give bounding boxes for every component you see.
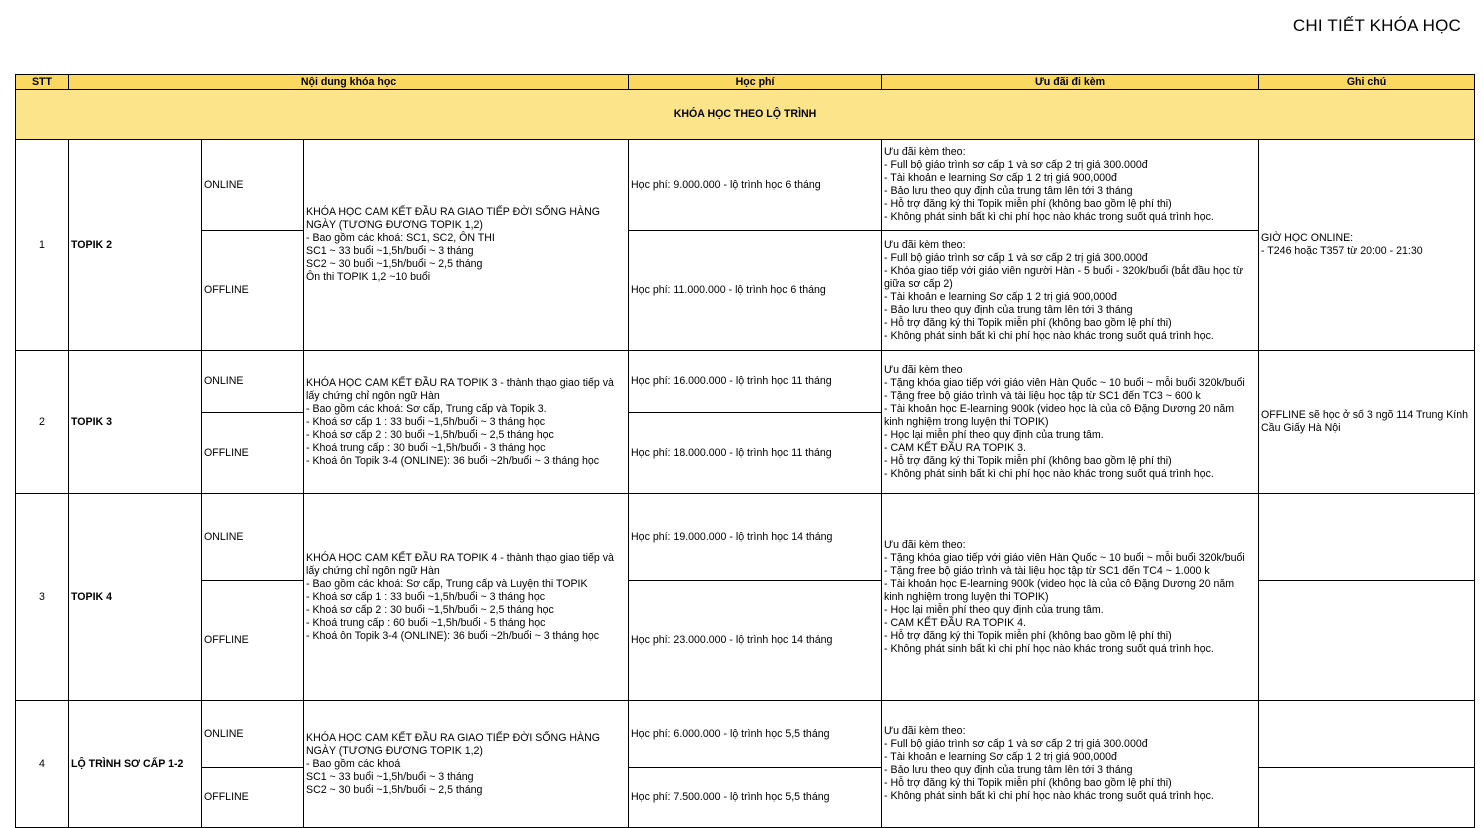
course-note-empty (1259, 768, 1475, 828)
course-name: TOPIK 3 (69, 351, 202, 494)
course-fee-online: Học phí: 6.000.000 - lộ trình học 5,5 tháng (629, 701, 882, 768)
table-row (16, 140, 1475, 231)
page-title: CHI TIẾT KHÓA HỌC (1292, 16, 1461, 35)
header-content: Nội dung khóa học (69, 75, 629, 90)
course-note-empty (1259, 581, 1475, 701)
course-name: LỘ TRÌNH SƠ CẤP 1-2 (69, 701, 202, 828)
table-row (16, 351, 1475, 413)
course-offers-online: Ưu đãi kèm theo: - Full bộ giáo trình sơ cấp 1 và sơ cấp 2 trị giá 300.000đ - Tài khoản e learning Sơ cấp 1 2 trị giá 900,000đ - Bảo lưu theo quy định của trung tâm lên tới 3 tháng - Hỗ trợ đăng ký thi Topik miễn phí (không bao gồm lệ phí thi) - Không phát sinh bất kì chi phí học nào khác trong suốt quá trình học. (882, 140, 1259, 231)
table-row (16, 231, 1475, 351)
course-note-empty (1259, 494, 1475, 581)
course-mode-online: ONLINE (202, 140, 304, 231)
course-stt: 2 (16, 351, 69, 494)
section-title: KHÓA HỌC THEO LỘ TRÌNH (16, 90, 1475, 140)
course-note: GIỜ HỌC ONLINE: - T246 hoặc T357 từ 20:00 - 21:30 (1259, 140, 1475, 351)
header-row (16, 75, 1475, 90)
course-mode-offline: OFFLINE (202, 768, 304, 828)
course-note: OFFLINE sẽ học ở số 3 ngõ 114 Trung Kính Cầu Giấy Hà Nội (1259, 351, 1475, 494)
course-mode-online: ONLINE (202, 701, 304, 768)
course-fee-offline: Học phí: 11.000.000 - lộ trình học 6 tháng (629, 231, 882, 351)
course-fee-offline: Học phí: 7.500.000 - lộ trình học 5,5 tháng (629, 768, 882, 828)
course-mode-offline: OFFLINE (202, 413, 304, 494)
header-offers: Ưu đãi đi kèm (882, 75, 1259, 90)
course-mode-online: ONLINE (202, 351, 304, 413)
course-mode-offline: OFFLINE (202, 231, 304, 351)
course-offers: Ưu đãi kèm theo - Tặng khóa giao tiếp với giáo viên Hàn Quốc ~ 10 buổi ~ mỗi buổi 320k/buổi - Tặng free bộ giáo trình và tài liệu học tập từ SC1 đến TC3 ~ 600 k - Tài khoản học E-learning 900k (video học là của cô Đặng Dương 20 năm kinh nghiệm trong luyện thi TOPIK) - Học lại miễn phí theo quy định của trung tâm. - CAM KẾT ĐẦU RA TOPIK 3. - Hỗ trợ đăng ký thi Topik miễn phí (không bao gồm lệ phí thi) - Không phát sinh bất kì chi phí học nào khác trong suốt quá trình học. (882, 351, 1259, 494)
course-description: KHÓA HỌC CAM KẾT ĐẦU RA GIAO TIẾP ĐỜI SỐNG HÀNG NGÀY (TƯƠNG ĐƯƠNG TOPIK 1,2) - Bao gồm các khoá: SC1, SC2, ÔN THI SC1 ~ 33 buổi ~1,5h/buổi ~ 3 tháng SC2 ~ 30 buổi ~1,5h/buổi ~ 2,5 tháng Ôn thi TOPIK 1,2 ~10 buổi (304, 140, 629, 351)
course-stt: 4 (16, 701, 69, 828)
header-stt: STT (16, 75, 69, 90)
course-fee-online: Học phí: 16.000.000 - lộ trình học 11 tháng (629, 351, 882, 413)
course-fee-offline: Học phí: 18.000.000 - lộ trình học 11 tháng (629, 413, 882, 494)
course-fee-offline: Học phí: 23.000.000 - lộ trình học 14 tháng (629, 581, 882, 701)
table-row (16, 701, 1475, 768)
course-mode-offline: OFFLINE (202, 581, 304, 701)
course-name: TOPIK 2 (69, 140, 202, 351)
course-offers-offline: Ưu đãi kèm theo: - Full bộ giáo trình sơ cấp 1 và sơ cấp 2 trị giá 300.000đ - Khóa giao tiếp với giáo viên người Hàn - 5 buổi - 320k/buổi (bắt đầu học từ giữa sơ cấp 2) - Tài khoản e learning Sơ cấp 1 2 trị giá 900,000đ - Bảo lưu theo quy định của trung tâm lên tới 3 tháng - Hỗ trợ đăng ký thi Topik miễn phí (không bao gồm lệ phí thi) - Không phát sinh bất kì chi phí học nào khác trong suốt quá trình học. (882, 231, 1259, 351)
course-fee-online: Học phí: 19.000.000 - lộ trình học 14 tháng (629, 494, 882, 581)
course-mode-online: ONLINE (202, 494, 304, 581)
course-description: KHÓA HỌC CAM KẾT ĐẦU RA TOPIK 3 - thành thạo giao tiếp và lấy chứng chỉ ngôn ngữ Hàn - Bao gồm các khoá: Sơ cấp, Trung cấp và Topik 3. - Khoá sơ cấp 1 : 33 buổi ~1,5h/buổi ~ 3 tháng học - Khoá sơ cấp 2 : 30 buổi ~1,5h/buổi ~ 2,5 tháng học - Khoá trung cấp : 30 buổi ~1,5h/buổi - 3 tháng học - Khoá ôn Topik 3-4 (ONLINE): 36 buổi ~2h/buổi ~ 3 tháng học (304, 351, 629, 494)
course-note-empty (1259, 701, 1475, 768)
table-row (16, 494, 1475, 581)
course-description: KHÓA HỌC CAM KẾT ĐẦU RA GIAO TIẾP ĐỜI SỐNG HÀNG NGÀY (TƯƠNG ĐƯƠNG TOPIK 1,2) - Bao gồm các khoá SC1 ~ 33 buổi ~1,5h/buổi ~ 3 tháng SC2 ~ 30 buổi ~1,5h/buổi ~ 2,5 tháng (304, 701, 629, 828)
course-stt: 3 (16, 494, 69, 701)
course-description: KHÓA HỌC CAM KẾT ĐẦU RA TOPIK 4 - thành thạo giao tiếp và lấy chứng chỉ ngôn ngữ Hàn - Bao gồm các khoá: Sơ cấp, Trung cấp và Luyện thi TOPIK - Khoá sơ cấp 1 : 33 buổi ~1,5h/buổi ~ 3 tháng học - Khoá sơ cấp 2 : 30 buổi ~1,5h/buổi ~ 2,5 tháng học - Khoá trung cấp : 60 buổi ~1,5h/buổi - 5 tháng học - Khoá ôn Topik 3-4 (ONLINE): 36 buổi ~2h/buổi ~ 3 tháng học (304, 494, 629, 701)
course-offers: Ưu đãi kèm theo: - Tặng khóa giao tiếp với giáo viên Hàn Quốc ~ 10 buổi ~ mỗi buổi 320k/buổi - Tặng free bộ giáo trình và tài liệu học tập từ SC1 đến TC4 ~ 1.000 k - Tài khoản học E-learning 900k (video học là của cô Đặng Dương 20 năm kinh nghiệm trong luyện thi TOPIK) - Học lại miễn phí theo quy định của trung tâm. - CAM KẾT ĐẦU RA TOPIK 4. - Hỗ trợ đăng ký thi Topik miễn phí (không bao gồm lệ phí thi) - Không phát sinh bất kì chi phí học nào khác trong suốt quá trình học. (882, 494, 1259, 701)
course-offers: Ưu đãi kèm theo: - Full bộ giáo trình sơ cấp 1 và sơ cấp 2 trị giá 300.000đ - Tài khoản e learning Sơ cấp 1 2 trị giá 900,000đ - Bảo lưu theo quy định của trung tâm lên tới 3 tháng - Hỗ trợ đăng ký thi Topik miễn phí (không bao gồm lệ phí thi) - Không phát sinh bất kì chi phí học nào khác trong suốt quá trình học. (882, 701, 1259, 828)
header-fee: Học phí (629, 75, 882, 90)
header-notes: Ghi chú (1259, 75, 1475, 90)
course-stt: 1 (16, 140, 69, 351)
course-fee-online: Học phí: 9.000.000 - lộ trình học 6 tháng (629, 140, 882, 231)
course-name: TOPIK 4 (69, 494, 202, 701)
course-table (15, 74, 1475, 828)
section-row (16, 90, 1475, 140)
